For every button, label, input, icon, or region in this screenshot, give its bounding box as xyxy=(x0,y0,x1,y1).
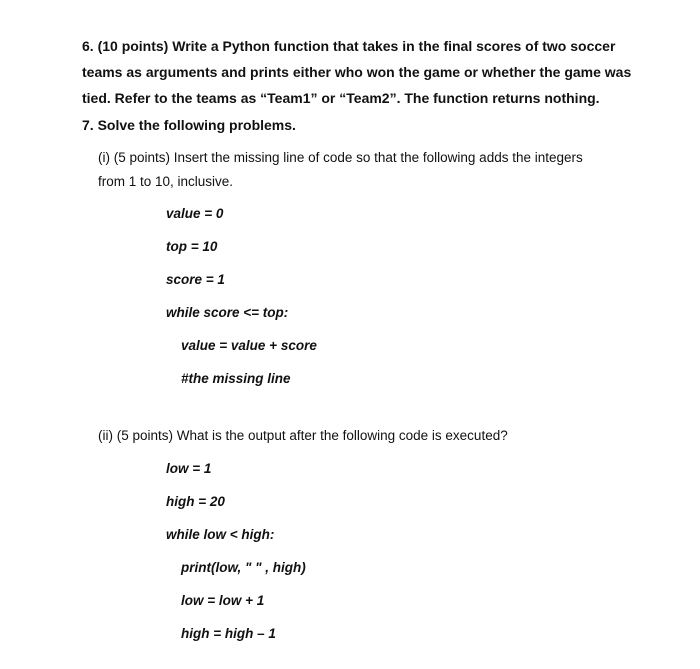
question-6 xyxy=(82,33,642,111)
code-line: value = 0 xyxy=(166,206,224,221)
code-line: print(low, " " , high) xyxy=(181,560,306,575)
part-1-question-line-1: (i) (5 points) Insert the missing line of code so that the following adds the integers xyxy=(98,150,583,165)
code-line: score = 1 xyxy=(166,272,225,287)
part-1-question-line-2: from 1 to 10, inclusive. xyxy=(98,174,234,189)
question-6-line-2: teams as arguments and prints either who won the game or whether the game was xyxy=(82,64,632,80)
question-6-line-1: 6. (10 points) Write a Python function that takes in the final scores of two soccer xyxy=(82,38,616,54)
code-line: top = 10 xyxy=(166,239,218,254)
code-line: while score <= top: xyxy=(166,305,289,320)
code-line: low = 1 xyxy=(166,461,212,476)
code-line: value = value + score xyxy=(181,338,317,353)
code-line: high = 20 xyxy=(166,494,225,509)
code-line: low = low + 1 xyxy=(181,593,265,608)
code-comment: #the missing line xyxy=(181,371,291,386)
question-6-line-3: tied. Refer to the teams as “Team1” or “Team2”. The function returns nothing. xyxy=(82,90,600,106)
part-2-question: (ii) (5 points) What is the output after the following code is executed? xyxy=(98,428,508,443)
code-line: high = high – 1 xyxy=(181,626,276,641)
question-7-heading: 7. Solve the following problems. xyxy=(82,117,296,133)
code-line: while low < high: xyxy=(166,527,275,542)
